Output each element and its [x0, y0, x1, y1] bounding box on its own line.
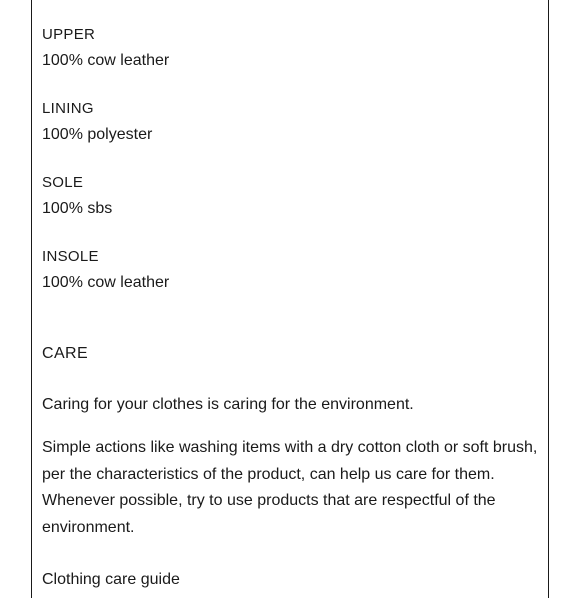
- sole-value: 100% sbs: [42, 200, 113, 217]
- insole-value: 100% cow leather: [42, 274, 170, 291]
- upper-value: 100% cow leather: [42, 52, 170, 69]
- care-body-text: Simple actions like washing items with a dry cotton cloth or soft brush, per the characteristics of the product, can help us care for them. Whenever possible, try to use products that are respectful of the environment.: [42, 439, 538, 536]
- upper-label: UPPER: [42, 26, 96, 43]
- lining-label: LINING: [42, 100, 94, 117]
- care-heading: CARE: [42, 345, 89, 362]
- care-intro-text: Caring for your clothes is caring for the environment.: [42, 396, 414, 413]
- sole-label: SOLE: [42, 174, 84, 191]
- product-details-panel: [31, 0, 549, 598]
- care-guide-text: Clothing care guide: [42, 571, 180, 588]
- lining-value: 100% polyester: [42, 126, 153, 143]
- insole-label: INSOLE: [42, 248, 99, 265]
